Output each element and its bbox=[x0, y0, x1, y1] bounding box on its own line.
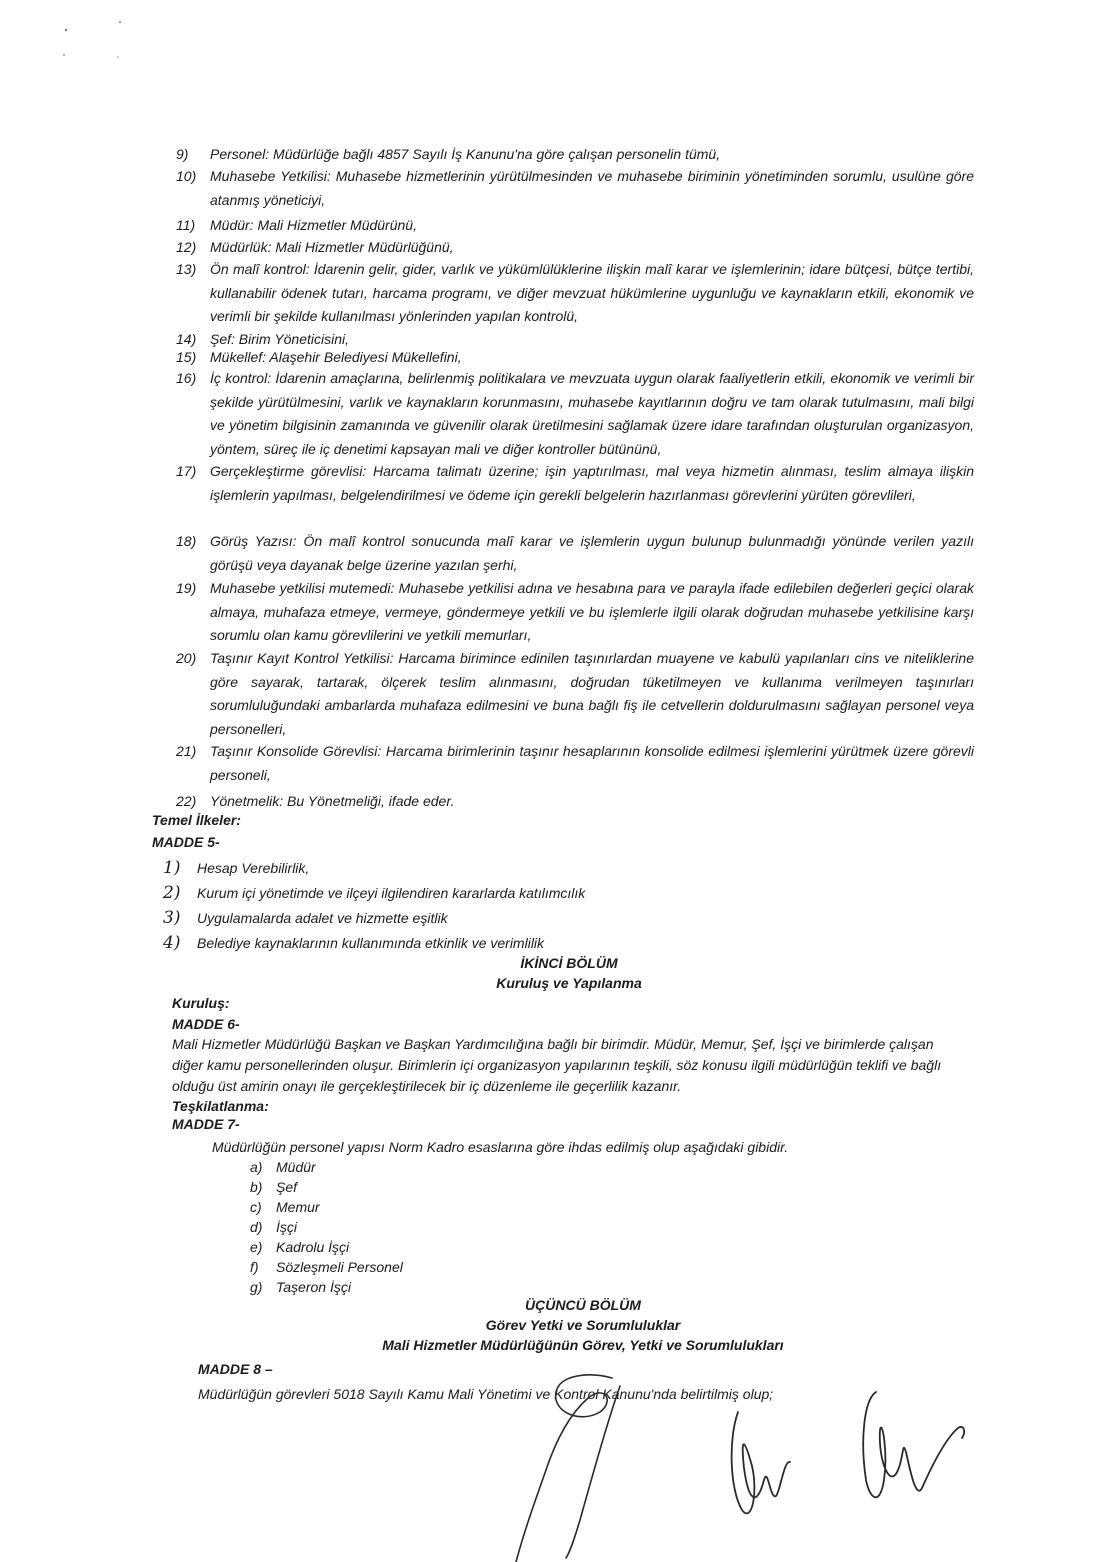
definition-number: 12) bbox=[176, 239, 197, 255]
staff-text: Sözleşmeli Personel bbox=[276, 1259, 403, 1275]
definition-number: 9) bbox=[176, 146, 189, 162]
principle-number: 4) bbox=[163, 933, 181, 953]
staff-text: Kadrolu İşçi bbox=[276, 1239, 350, 1255]
staff-letter: f) bbox=[250, 1259, 259, 1275]
teskilatlanma-intro: Müdürlüğün personel yapısı Norm Kadro esaslarına göre ihdas edilmiş olup aşağıdaki gibidir. bbox=[212, 1139, 789, 1155]
definition-number: 16) bbox=[176, 370, 197, 386]
article-label-madde-6: MADDE 6- bbox=[172, 1016, 240, 1032]
definition-text: Yönetmelik: Bu Yönetmeliği, ifade eder. bbox=[210, 793, 455, 809]
principle-number: 2) bbox=[163, 883, 181, 903]
chapter-title-ucuncu-bolum: ÜÇÜNCÜ BÖLÜM bbox=[525, 1297, 641, 1313]
principle-number: 1) bbox=[163, 858, 181, 878]
chapter-subtitle-mali-hizmetler: Mali Hizmetler Müdürlüğünün Görev, Yetki ve Sorumlulukları bbox=[382, 1337, 784, 1353]
staff-text: Memur bbox=[276, 1199, 320, 1215]
definition-text: Taşınır Kayıt Kontrol Yetkilisi: Harcama birimince edinilen taşınırlardan muayene ve kabulü yapılanları cins ve niteliklerine göre sayarak, tartarak, ölçerek teslim alınmasını, doğrudan tüketilmeyen ve kullanıma verilmeyen taşınırları sorumluluğundaki ambarlarda muhafaza edilmesini ve buna bağlı fiş ile cetvellerin doldurulmasını sağlayan personel veya personelleri, bbox=[210, 650, 974, 737]
definition-text: Personel: Müdürlüğe bağlı 4857 Sayılı İş Kanunu'na göre çalışan personelin tümü, bbox=[210, 146, 721, 162]
article-label-madde-8: MADDE 8 – bbox=[198, 1361, 273, 1377]
signature-1 bbox=[516, 1375, 612, 1562]
kurulus-paragraph: Mali Hizmetler Müdürlüğü Başkan ve Başkan Yardımcılığına bağlı bir birimdir. Müdür, Memur, Şef, İşçi ve birimlerde çalışan diğer kamu personellerinden oluşur. Birimlerin içi organizasyon yapılarının teşkili, söz konusu ilgili müdürlüğün teklifi ve bağlı olduğu üst amirin onayı ile gerçekleştirilecek bir iç düzenleme ile geçerlilik kazanır. bbox=[172, 1036, 942, 1094]
madde-8-paragraph: Müdürlüğün görevleri 5018 Sayılı Kamu Mali Yönetimi ve Kontrol Kanunu'nda belirtilmiş olup; bbox=[198, 1386, 774, 1402]
staff-letter: e) bbox=[250, 1239, 263, 1255]
definition-text: Muhasebe Yetkilisi: Muhasebe hizmetlerinin yürütülmesinden ve muhasebe biriminin yönetiminden sorumlu, usulüne göre atanmış yöneticiyi, bbox=[210, 168, 974, 208]
definition-text: İç kontrol: İdarenin amaçlarına, belirlenmiş politikalara ve mevzuata uygun olarak faaliyetlerin etkili, ekonomik ve verimli bir şekilde yürütülmesini, varlık ve kaynakların korunmasını, muhasebe kayıtlarının doğru ve tam olarak tutulmasını, mali bilgi ve yönetim bilgisinin zamanında ve güvenilir olarak üretilmesini sağlamak üzere idare tarafından oluşturulan organizasyon, yöntem, süreç ile iç denetimi kapsayan mali ve diğer kontroller bütününü, bbox=[210, 370, 974, 457]
definition-number: 21) bbox=[176, 743, 197, 759]
definition-text: Müdür: Mali Hizmetler Müdürünü, bbox=[210, 217, 417, 233]
definition-number: 22) bbox=[176, 793, 197, 809]
staff-letter: c) bbox=[250, 1199, 262, 1215]
section-heading-teskilatlanma: Teşkilatlanma: bbox=[172, 1098, 269, 1114]
definition-text: Görüş Yazısı: Ön malî kontrol sonucunda malî karar ve işlemlerin uygun bulunup bulunmadığı yönünde verilen yazılı görüşü veya dayanak belge üzerine yazılan şerhi, bbox=[210, 533, 974, 573]
definition-number: 13) bbox=[176, 261, 197, 277]
signature-2 bbox=[732, 1412, 790, 1513]
principle-text: Uygulamalarda adalet ve hizmette eşitlik bbox=[197, 910, 448, 926]
definition-text: Müdürlük: Mali Hizmetler Müdürlüğünü, bbox=[210, 239, 454, 255]
definition-number: 10) bbox=[176, 168, 197, 184]
principle-text: Belediye kaynaklarının kullanımında etkinlik ve verimlilik bbox=[197, 935, 545, 951]
definition-text: Gerçekleştirme görevlisi: Harcama talimatı üzerine; işin yaptırılması, mal veya hizmetin alınması, teslim almaya ilişkin işlemlerin yapılması, belgelendirilmesi ve ödeme için gerekli belgelerin hazırlanması görevlerini yürüten görevlileri, bbox=[210, 463, 974, 503]
staff-text: İşçi bbox=[276, 1219, 297, 1235]
definition-text: Taşınır Konsolide Görevlisi: Harcama birimlerinin taşınır hesaplarının konsolide edilmesi işlemlerini yürütmek üzere görevli personeli, bbox=[210, 743, 974, 783]
definition-text: Mükellef: Alaşehir Belediyesi Mükellefini, bbox=[210, 349, 462, 365]
definition-text: Ön malî kontrol: İdarenin gelir, gider, varlık ve yükümlülüklerine ilişkin malî karar ve işlemlerinin; idare bütçesi, bütçe tertibi, kullanabilir ödenek tutarı, harcama programı, ve diğer mevzuat hükümlerine uygunluğu ve kaynakların etkili, ekonomik ve verimli bir şekilde kullanılması yönlerinden yapılan kontrolü, bbox=[210, 261, 974, 324]
chapter-subtitle-gorev-yetki: Görev Yetki ve Sorumluluklar bbox=[485, 1317, 681, 1333]
definition-text: Muhasebe yetkilisi mutemedi: Muhasebe yetkilisi adına ve hesabına para ve parayla ifade edilebilen değerleri geçici olarak almaya, muhafaza etmeye, vermeye, göndermeye yetkili ve bu işlemlerle ilgili olarak doğrudan muhasebe yetkilisine karşı sorumlu olan kamu görevlilerini ve yetkili memurları, bbox=[210, 580, 974, 643]
article-label-madde-5: MADDE 5- bbox=[152, 834, 220, 850]
staff-text: Taşeron İşçi bbox=[276, 1279, 351, 1295]
definition-number: 11) bbox=[176, 217, 196, 233]
definition-number: 20) bbox=[176, 650, 197, 666]
definition-number: 19) bbox=[176, 580, 197, 596]
signature-3 bbox=[863, 1392, 964, 1497]
staff-letter: a) bbox=[250, 1159, 263, 1175]
staff-text: Şef bbox=[276, 1179, 298, 1195]
staff-letter: g) bbox=[250, 1279, 263, 1295]
principle-number: 3) bbox=[163, 908, 181, 928]
definition-text: Şef: Birim Yöneticisini, bbox=[210, 331, 350, 347]
definition-number: 14) bbox=[176, 331, 197, 347]
principle-text: Kurum içi yönetimde ve ilçeyi ilgilendiren kararlarda katılımcılık bbox=[197, 885, 586, 901]
section-heading-kurulus: Kuruluş: bbox=[172, 995, 230, 1011]
chapter-subtitle-kurulus-ve-yapilanma: Kuruluş ve Yapılanma bbox=[496, 975, 642, 991]
chapter-title-ikinci-bolum: İKİNCİ BÖLÜM bbox=[520, 955, 618, 971]
definition-number: 17) bbox=[176, 463, 197, 479]
principle-text: Hesap Verebilirlik, bbox=[197, 860, 310, 876]
definition-number: 15) bbox=[176, 349, 197, 365]
section-heading-temel-ilkeler: Temel İlkeler: bbox=[152, 812, 241, 828]
staff-letter: b) bbox=[250, 1179, 263, 1195]
article-label-madde-7: MADDE 7- bbox=[172, 1116, 240, 1132]
staff-letter: d) bbox=[250, 1219, 263, 1235]
staff-text: Müdür bbox=[276, 1159, 316, 1175]
definition-number: 18) bbox=[176, 533, 197, 549]
